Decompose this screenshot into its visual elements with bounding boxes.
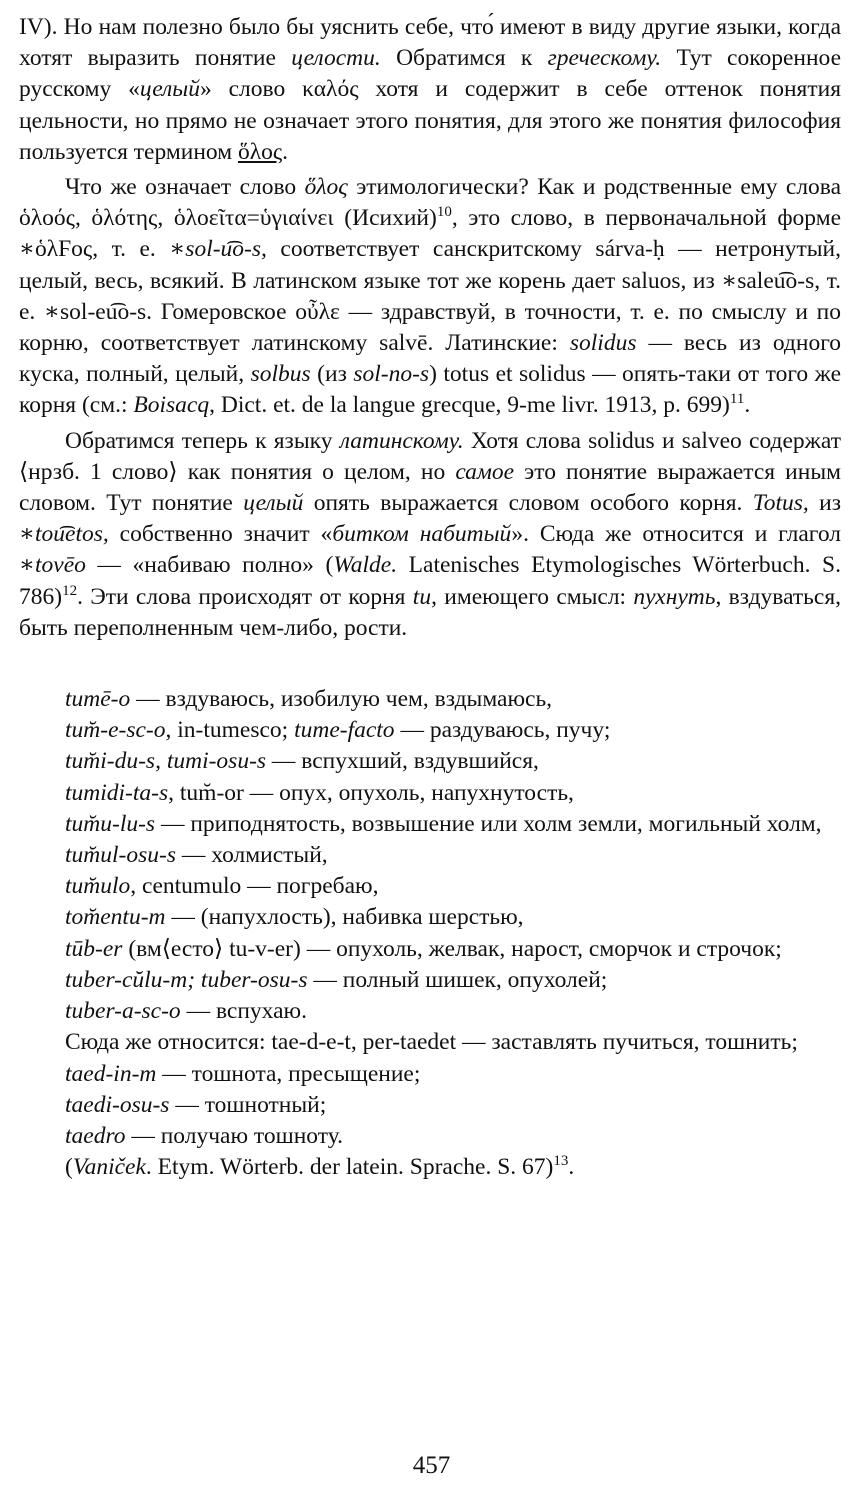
- italic-run: tom̆entu-m: [65, 904, 166, 931]
- word-list: [19, 684, 841, 1183]
- italic-run: solidus: [569, 330, 637, 357]
- italic-run: Walde.: [333, 552, 398, 579]
- word-entry: [19, 809, 841, 840]
- italic-run: греческому.: [547, 45, 662, 72]
- citation: [19, 1152, 841, 1183]
- word-entry: [19, 1090, 841, 1121]
- text-run: (из: [310, 361, 354, 388]
- italic-run: tume-facto: [294, 717, 395, 744]
- text-run: из ∗: [19, 490, 841, 548]
- text-run: этимологически? Как и родственные ему слова ὁλοός, ὁλότης, ὁλοεῖτα=ὑγιαίνει (Исихий): [19, 174, 842, 232]
- text-run: — холмистый,: [175, 842, 328, 869]
- text-run: Latenisches Etymologisches Wörterbuch. S. 786): [19, 552, 841, 610]
- text-run: — (напухлость), набивка шерстью,: [165, 904, 524, 931]
- text-run: , это слово, в первоначальной форме ∗ὁλϜος, т. е. ∗: [19, 205, 841, 263]
- text-run: — вспухший, вздувшийся,: [266, 748, 539, 775]
- italic-run: tovēo: [34, 552, 86, 579]
- text-run: Обратимся теперь к языку: [65, 427, 340, 454]
- text-run: — «набиваю полно» (: [85, 552, 334, 579]
- paragraph-etymology-greek: [19, 172, 841, 422]
- italic-run: taedi-osu-s: [65, 1091, 170, 1118]
- italic-run: tum̆ul-osu-s: [65, 842, 176, 869]
- word-entry: [19, 902, 841, 933]
- text-run: , tum̆-or — опух, опухоль, напухнутость,: [168, 779, 574, 806]
- page-body: [19, 12, 841, 1183]
- text-run: — раздуваюсь, пучу;: [394, 717, 611, 744]
- italic-run: tumē-o: [65, 686, 131, 713]
- italic-run: латинскому.: [339, 427, 464, 454]
- text-run: Сюда же относится: tae-d-e-t, per-taedet — заставлять пучиться, тошнить;: [65, 1029, 798, 1056]
- text-run: собственно значит «: [108, 521, 333, 548]
- text-run: (вм⟨есто⟩ tu-v-er) — опухоль, желвак, нарост, сморчок и строчок;: [122, 935, 782, 962]
- italic-run: tum̆ulo: [65, 873, 131, 900]
- text-run: — весь из одного куска, полный, целый,: [19, 330, 842, 388]
- paragraph-latin: [19, 426, 841, 644]
- italic-run: битком набитый: [332, 521, 512, 548]
- footnote-ref: 13: [553, 1153, 569, 1170]
- text-run: . Эти слова происходят от корня: [77, 583, 413, 610]
- italic-run: целости.: [291, 45, 381, 72]
- word-entry: [19, 1027, 841, 1058]
- text-run: , имеющего смысл:: [431, 583, 634, 610]
- italic-run: tuber-a-sc-o: [65, 998, 181, 1025]
- text-run: — тошнотный;: [169, 1091, 327, 1118]
- text-run: .: [568, 1154, 575, 1181]
- italic-run: sol-u͡o-s,: [185, 236, 267, 263]
- text-run: Обратимся к: [380, 45, 548, 72]
- italic-run: sol-no-s: [353, 361, 430, 388]
- text-run: это понятие выражается иным словом. Тут понятие: [19, 458, 841, 517]
- italic-run: tūb-er: [65, 935, 123, 962]
- word-entry: [19, 778, 841, 809]
- text-run: опять выражается словом особого корня.: [303, 490, 753, 517]
- text-run: — полный шишек, опухолей;: [307, 966, 608, 993]
- word-entry: [19, 1121, 841, 1152]
- text-run: , вздуваться, быть переполненным чем-либо, рости.: [19, 583, 841, 641]
- word-entry: [19, 715, 841, 746]
- text-run: IV). Но нам полезно было бы уяснить себе, что́ имеют в виду другие языки, когда хотят выразить понятие: [19, 14, 841, 72]
- word-entry: [19, 934, 841, 965]
- text-run: ) totus et solidus — опять-таки от того же корня (см.:: [19, 361, 842, 419]
- text-run: Хотя слова solidus и salveo содержат ⟨нрзб. 1 слово⟩ как понятия о целом, но: [19, 427, 841, 485]
- italic-run: taed-in-m: [65, 1060, 157, 1087]
- text-run: . Etym. Wörterb. der latein. Sprache. S. 67): [145, 1154, 554, 1181]
- italic-run: целый: [243, 490, 304, 517]
- italic-run: tum̆i-du-s, tumi-osu-s: [65, 748, 267, 775]
- underlined-run: ὅλος: [237, 138, 283, 165]
- text-run: .: [744, 392, 751, 419]
- text-run: — вздуваюсь, изобилую чем, вздымаюсь,: [130, 686, 553, 713]
- text-run: , in-tumesco;: [165, 717, 295, 744]
- text-run: Тут сокоренное русскому «: [19, 45, 842, 103]
- text-run: ». Сюда же относится и глагол ∗: [19, 521, 841, 579]
- text-run: — получаю тошноту.: [125, 1122, 343, 1149]
- text-run: — тошнота, пресыщение;: [156, 1060, 421, 1087]
- text-run: .: [282, 138, 289, 165]
- footnote-ref: 11: [729, 391, 745, 408]
- italic-run: Vaniček: [72, 1154, 146, 1181]
- text-run: Что же означает слово: [65, 174, 305, 201]
- italic-run: ὅλος: [304, 174, 348, 201]
- italic-run: tum̆-e-sc-o: [65, 717, 166, 744]
- italic-run: Boisacq: [133, 392, 210, 419]
- word-entry: [19, 996, 841, 1027]
- word-entry: [19, 871, 841, 902]
- italic-run: пухнуть: [633, 583, 716, 610]
- text-run: , Dict. et. de la langue grecque, 9-me livr. 1913, p. 699): [209, 392, 730, 419]
- text-run: — вспухаю.: [180, 998, 307, 1025]
- paragraph-intro: [19, 12, 841, 168]
- italic-run: tu: [412, 583, 432, 610]
- italic-run: tumidi-ta-s: [65, 779, 169, 806]
- page-number: 457: [412, 1452, 451, 1479]
- word-entry: [19, 965, 841, 996]
- italic-run: tuber-cŭlu-m; tuber-osu-s: [65, 966, 308, 993]
- text-run: соответствует санскритскому sárva-ḥ — нетронутый, целый, весь, всякий. В латинском языке тот же корень дает saluos, из ∗saleu͡o-s, т. е. ∗sol-eu͡o-s. Гомеровское οὖλε — здравствуй, в точности, т. е. по смыслу и по корню, соответствует латинскому salvē. Латинские:: [19, 236, 841, 357]
- italic-run: taedro: [65, 1122, 126, 1149]
- italic-run: solbus: [250, 361, 311, 388]
- italic-run: tum̆u-lu-s: [65, 810, 156, 837]
- word-entry: [19, 1059, 841, 1090]
- footnote-ref: 10: [436, 204, 452, 221]
- text-run: (: [65, 1154, 73, 1181]
- footnote-ref: 12: [62, 582, 78, 599]
- word-entry: [19, 746, 841, 777]
- text-run: » слово καλός хотя и содержит в себе оттенок понятия цельности, но прямо не означает этого понятия, для этого же понятия философия пользуется термином: [19, 76, 841, 165]
- italic-run: целый: [139, 76, 200, 103]
- word-entry: [19, 684, 841, 715]
- italic-run: Totus,: [752, 490, 809, 517]
- text-run: , centumulo — погребаю,: [130, 873, 379, 900]
- word-entry: [19, 840, 841, 871]
- text-run: — приподнятость, возвышение или холм земли, могильный холм,: [155, 810, 822, 837]
- italic-run: tou͡etos,: [34, 521, 109, 548]
- italic-run: самое: [455, 458, 515, 485]
